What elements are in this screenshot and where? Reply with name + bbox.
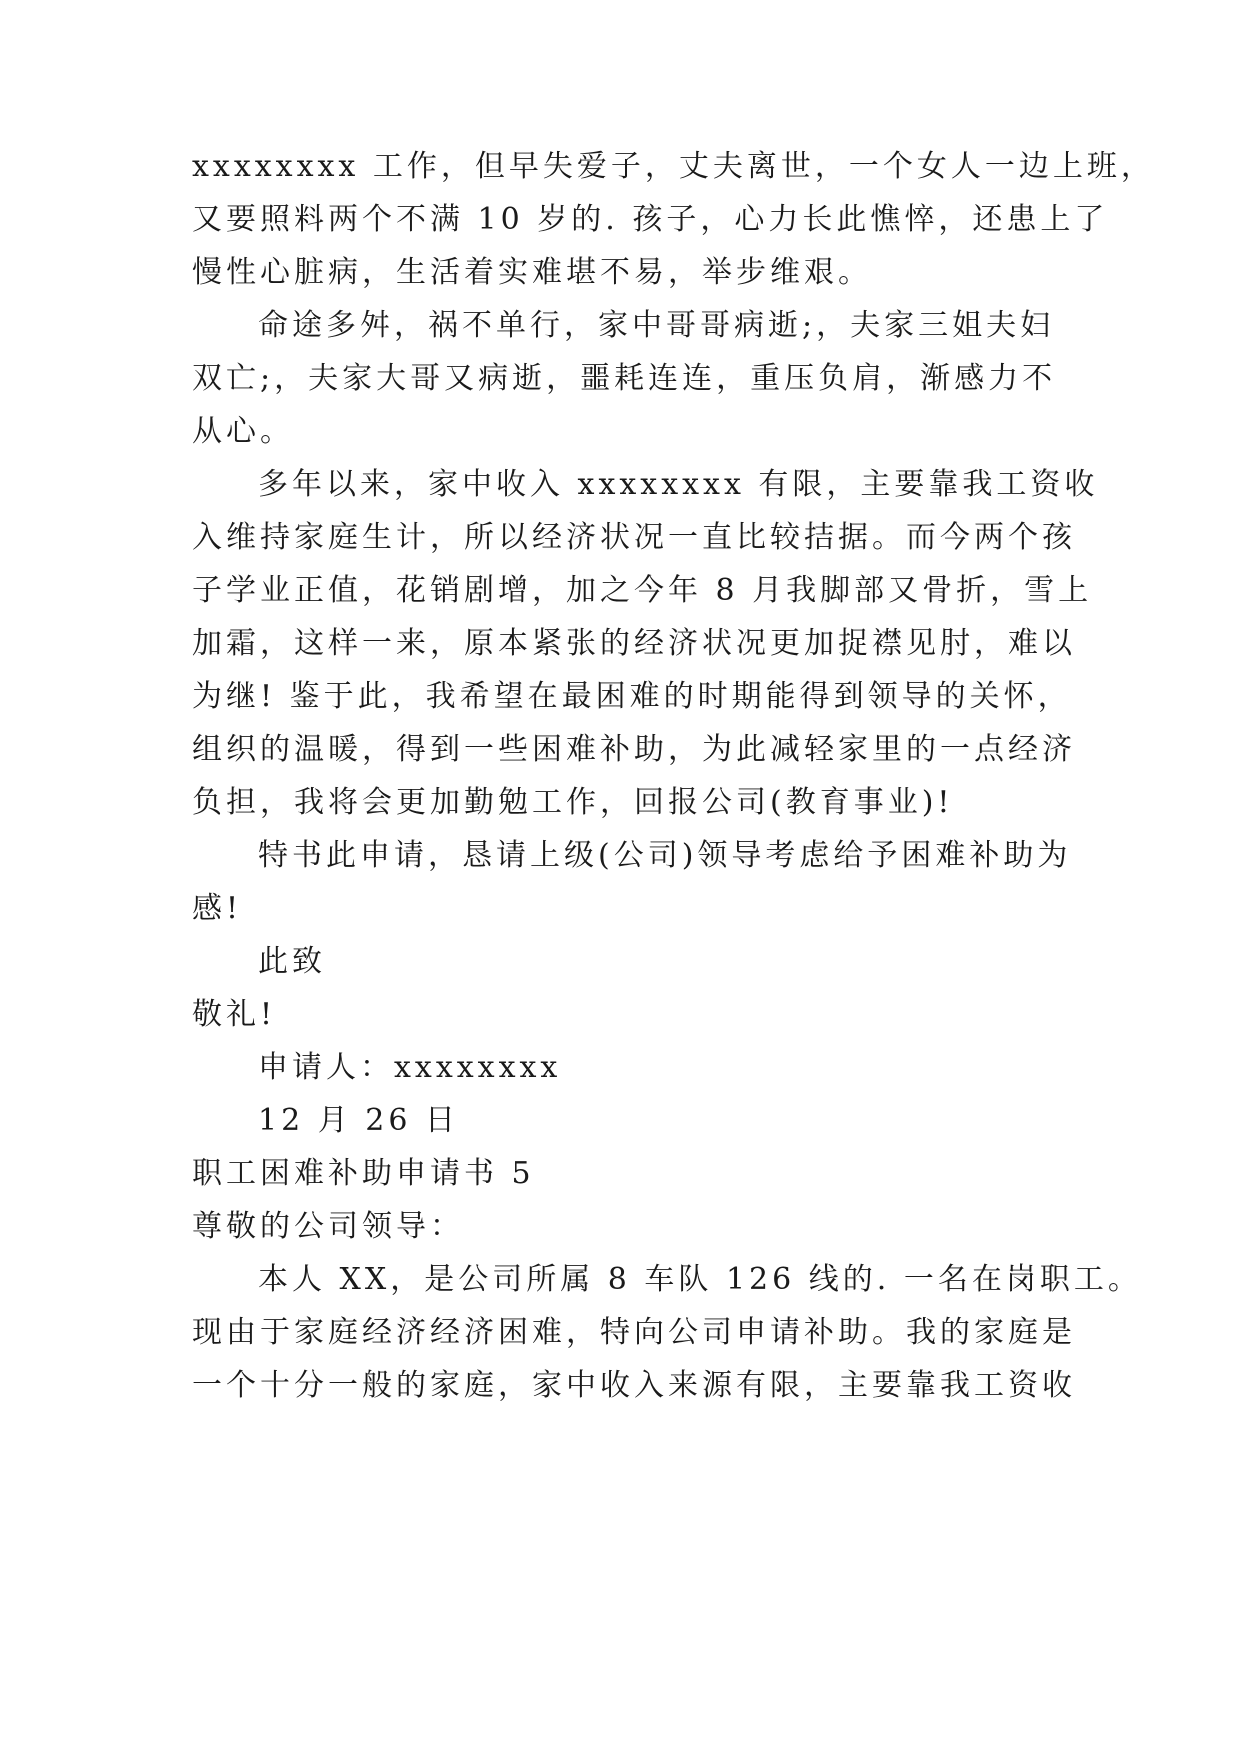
- paragraph-start-line: 特书此申请，恳请上级(公司)领导考虑给予困难补助为: [258, 838, 1072, 873]
- paragraph-start-line: 多年以来，家中收入 xxxxxxxx 有限，主要靠我工资收: [258, 467, 1099, 502]
- text-line: 从心。: [192, 414, 294, 449]
- text-line: 双亡;，夫家大哥又病逝，噩耗连连，重压负肩，渐感力不: [192, 361, 1057, 396]
- text-line: 一个十分一般的家庭，家中收入来源有限，主要靠我工资收: [192, 1368, 1076, 1403]
- text-line: xxxxxxxx 工作，但早失爱子，丈夫离世，一个女人一边上班，: [192, 149, 1155, 184]
- paragraph-start-line: 本人 XX，是公司所属 8 车队 126 线的. 一名在岗职工。: [258, 1262, 1142, 1297]
- text-line: 入维持家庭生计，所以经济状况一直比较拮据。而今两个孩: [192, 520, 1076, 555]
- applicant-signature: 申请人：xxxxxxxx: [258, 1050, 562, 1085]
- text-line: 现由于家庭经济经济困难，特向公司申请补助。我的家庭是: [192, 1315, 1076, 1350]
- closing-regards: 敬礼!: [192, 997, 277, 1032]
- text-line: 为继! 鉴于此，我希望在最困难的时期能得到领导的关怀，: [192, 679, 1072, 714]
- text-line: 组织的温暖，得到一些困难补助，为此减轻家里的一点经济: [192, 732, 1076, 767]
- closing-salutation: 此致: [258, 944, 326, 979]
- letter-date: 12 月 26 日: [258, 1103, 459, 1138]
- text-line: 慢性心脏病，生活着实难堪不易，举步维艰。: [192, 255, 872, 290]
- text-line: 又要照料两个不满 10 岁的. 孩子，心力长此憔悴，还患上了: [192, 202, 1109, 237]
- text-line: 感!: [192, 891, 243, 926]
- section-title: 职工困难补助申请书 5: [192, 1156, 535, 1191]
- letter-greeting: 尊敬的公司领导：: [192, 1209, 464, 1244]
- text-line: 负担，我将会更加勤勉工作，回报公司(教育事业)!: [192, 785, 954, 820]
- text-line: 加霜，这样一来，原本紧张的经济状况更加捉襟见肘，难以: [192, 626, 1076, 661]
- paragraph-start-line: 命途多舛，祸不单行，家中哥哥病逝;，夫家三姐夫妇: [258, 308, 1055, 343]
- text-line: 子学业正值，花销剧增，加之今年 8 月我脚部又骨折，雪上: [192, 573, 1093, 608]
